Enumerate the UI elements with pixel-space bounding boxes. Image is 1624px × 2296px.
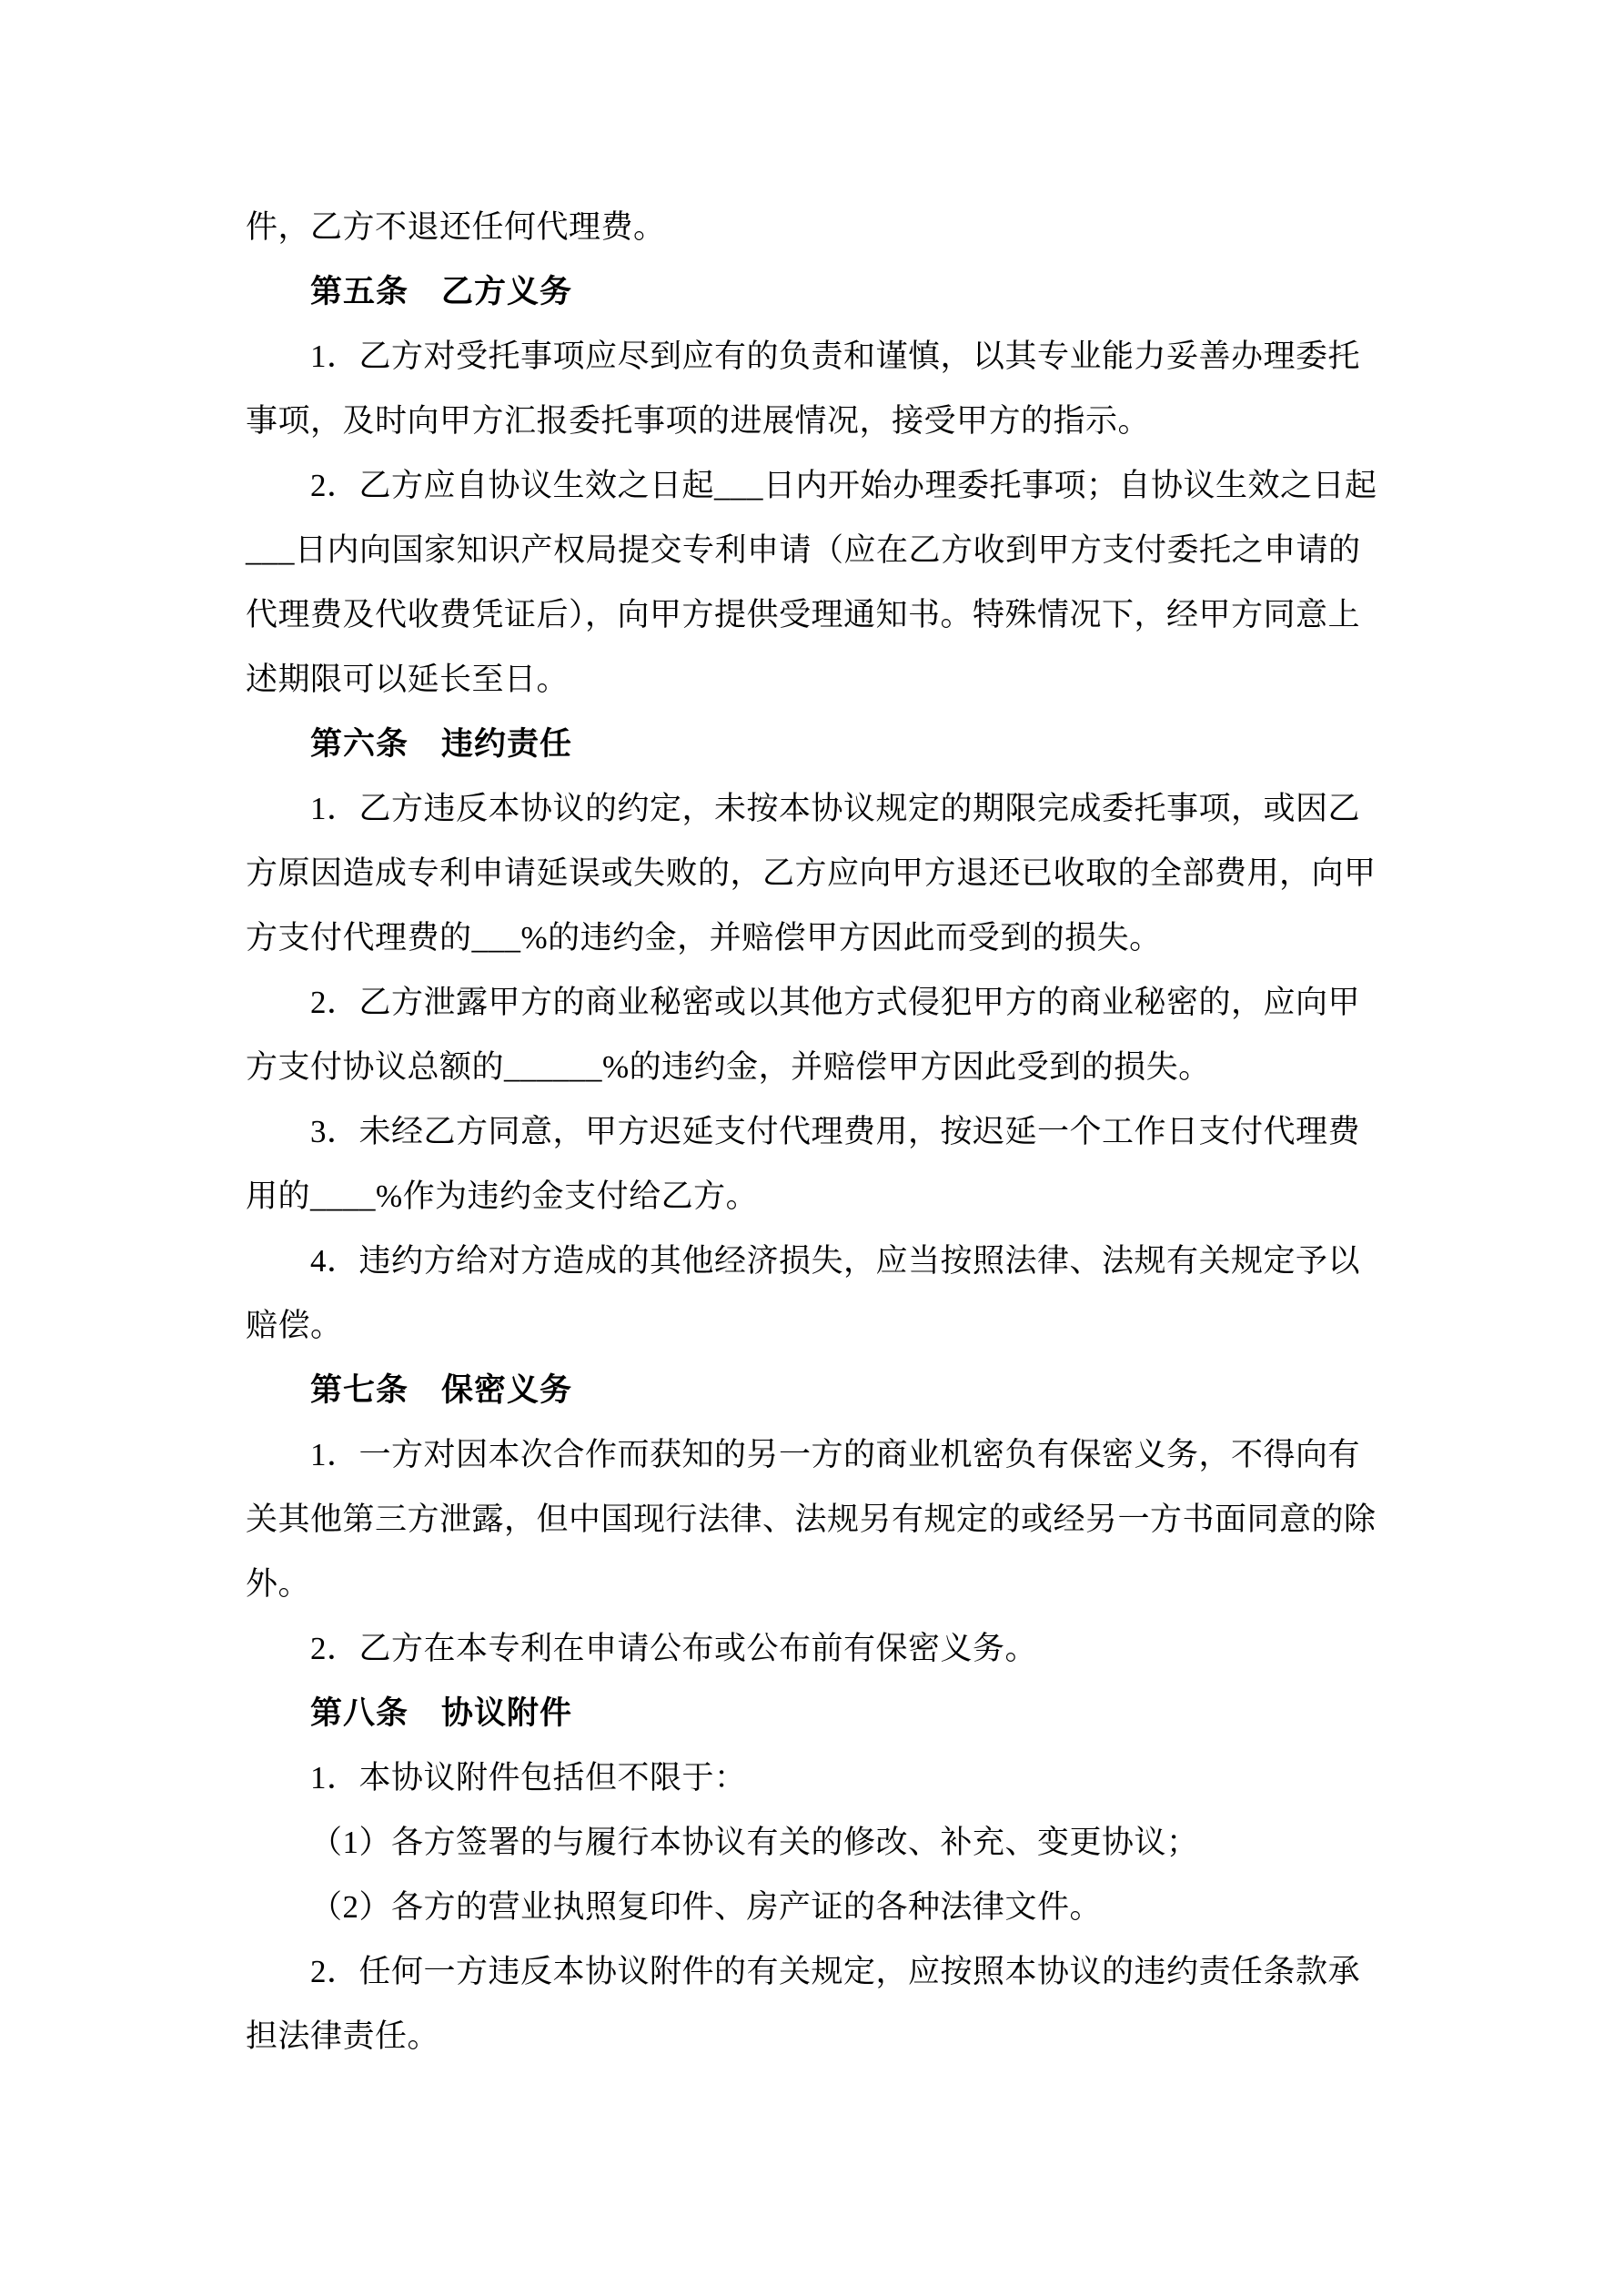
text-line: 赔偿。 (246, 1308, 343, 1343)
text-line: 担法律责任。 (246, 2018, 440, 2054)
text-line: 用的____%作为违约金支付给乙方。 (246, 1178, 759, 1214)
text-line: 2．乙方泄露甲方的商业秘密或以其他方式侵犯甲方的商业秘密的，应向甲 (310, 985, 1361, 1020)
text-line: ___日内向国家知识产权局提交专利申请（应在乙方收到甲方支付委托之申请的 (246, 532, 1361, 568)
text-line: （1）各方签署的与履行本协议有关的修改、补充、变更协议； (310, 1825, 1199, 1860)
text-line: 4．违约方给对方造成的其他经济损失，应当按照法律、法规有关规定予以 (310, 1243, 1361, 1279)
section-heading: 第五条 乙方义务 (310, 274, 573, 309)
text-line: 方原因造成专利申请延误或失败的，乙方应向甲方退还已收取的全部费用，向甲 (246, 855, 1377, 891)
text-line: 方支付代理费的___%的违约金，并赔偿甲方因此而受到的损失。 (246, 920, 1162, 956)
text-line: 2．乙方在本专利在申请公布或公布前有保密义务。 (310, 1631, 1038, 1666)
text-line: 3．未经乙方同意，甲方迟延支付代理费用，按迟延一个工作日支付代理费 (310, 1114, 1361, 1149)
text-line: 1．一方对因本次合作而获知的另一方的商业机密负有保密义务，不得向有 (310, 1437, 1361, 1472)
text-line: （2）各方的营业执照复印件、房产证的各种法律文件。 (310, 1889, 1103, 1925)
text-line: 代理费及代收费凭证后），向甲方提供受理通知书。特殊情况下，经甲方同意上 (246, 597, 1361, 632)
text-line: 2．乙方应自协议生效之日起___日内开始办理委托事项；自协议生效之日起 (310, 468, 1377, 503)
text-line: 1．本协议附件包括但不限于： (310, 1760, 747, 1795)
section-heading: 第七条 保密义务 (310, 1372, 573, 1408)
document-body (246, 195, 1392, 2068)
text-line: 述期限可以延长至日。 (246, 662, 570, 697)
text-line: 方支付协议总额的______%的违约金，并赔偿甲方因此受到的损失。 (246, 1049, 1211, 1085)
section-heading: 第六条 违约责任 (310, 726, 573, 762)
text-line: 件，乙方不退还任何代理费。 (246, 209, 666, 245)
text-line: 外。 (246, 1566, 311, 1602)
text-line: 关其他第三方泄露，但中国现行法律、法规另有规定的或经另一方书面同意的除 (246, 1502, 1377, 1537)
text-line: 事项，及时向甲方汇报委托事项的进展情况，接受甲方的指示。 (246, 403, 1151, 439)
text-line: 2．任何一方违反本协议附件的有关规定，应按照本协议的违约责任条款承 (310, 1954, 1361, 1989)
text-line: 1．乙方对受托事项应尽到应有的负责和谨慎，以其专业能力妥善办理委托 (310, 339, 1361, 374)
section-heading: 第八条 协议附件 (310, 1695, 573, 1731)
text-line: 1．乙方违反本协议的约定，未按本协议规定的期限完成委托事项，或因乙 (310, 791, 1361, 826)
